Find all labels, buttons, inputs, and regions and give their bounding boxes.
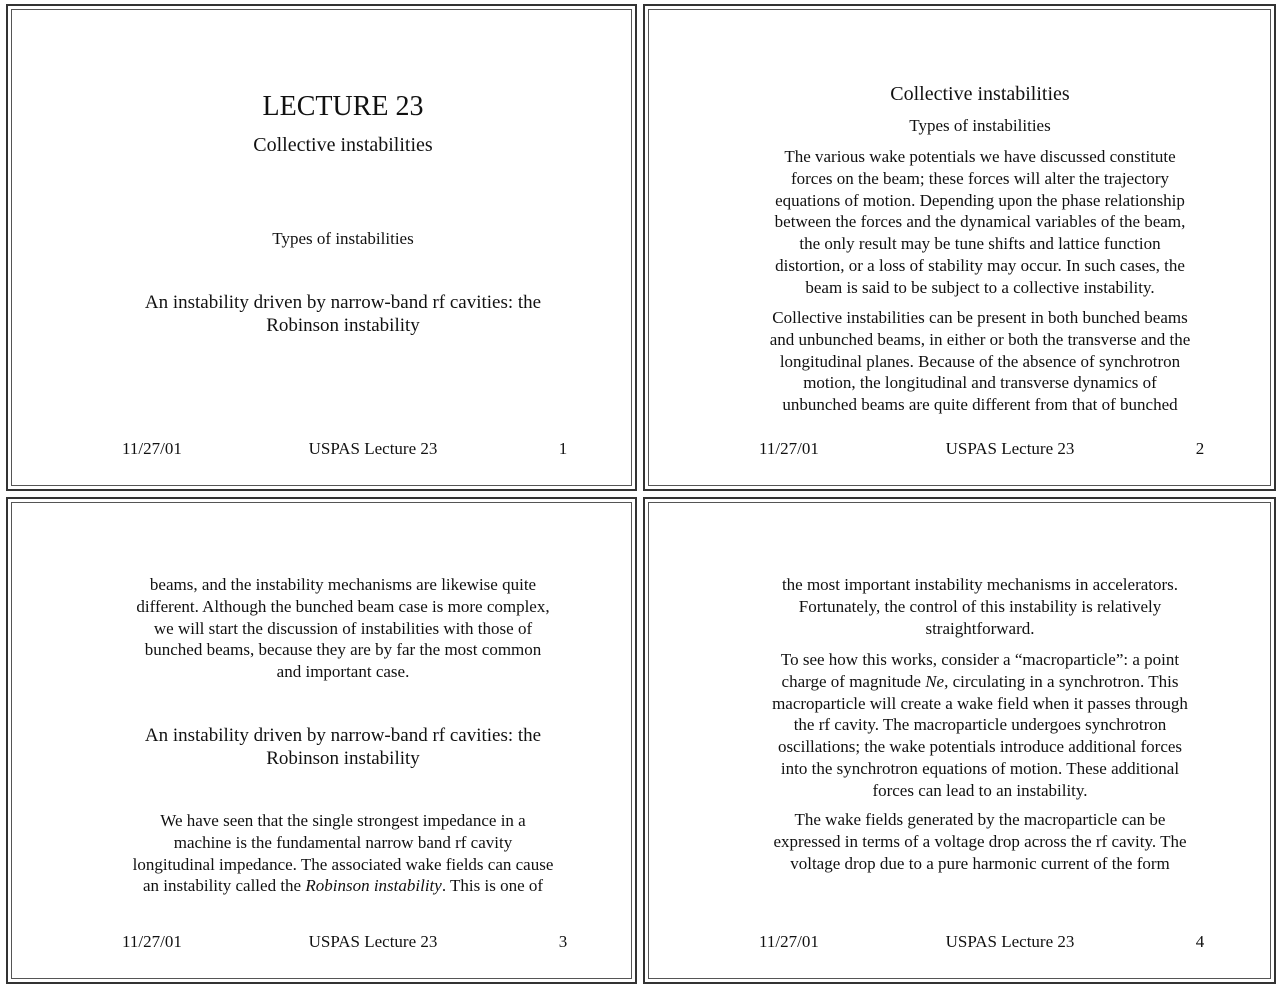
text-line: into the synchrotron equations of motion. These additional xyxy=(780,758,1180,778)
text-line: the rf cavity. The macroparticle undergoes synchrotron xyxy=(793,715,1167,735)
footer-date: 11/27/01 xyxy=(759,439,819,458)
text-line: We have seen that the single strongest impedance in a xyxy=(160,811,526,830)
section-heading xyxy=(48,724,638,770)
topic-item: Types of instabilities xyxy=(272,229,414,248)
text-line: beam is said to be subject to a collective instability. xyxy=(805,277,1155,297)
page-number: 4 xyxy=(1195,932,1205,951)
slide-4 xyxy=(643,497,1276,984)
text-line: machine is the fundamental narrow band rf cavity xyxy=(173,832,513,852)
text-line: forces on the beam; these forces will alter the trajectory xyxy=(790,168,1170,188)
text-line: beams, and the instability mechanisms are likewise quite xyxy=(149,575,537,594)
text-segment: . This is one of xyxy=(441,876,544,896)
text-line: oscillations; the wake potentials introduce additional forces xyxy=(777,737,1183,757)
text-line: and unbunched beams, in either or both the transverse and the xyxy=(769,329,1191,349)
paragraph xyxy=(685,649,1275,802)
text-line: The wake fields generated by the macroparticle can be xyxy=(794,810,1166,829)
text-line: An instability driven by narrow-band rf cavities: the xyxy=(144,725,542,746)
text-line: straightforward. xyxy=(925,618,1035,638)
slide-3 xyxy=(6,497,637,984)
paragraph xyxy=(685,809,1275,874)
text-line: distortion, or a loss of stability may occur. In such cases, the xyxy=(775,255,1185,275)
text-line: the most important instability mechanisms in accelerators. xyxy=(781,575,1179,594)
text-line: unbunched beams are quite different from that of bunched xyxy=(782,395,1178,415)
topic-heading xyxy=(48,291,638,337)
italic-term: Ne xyxy=(925,671,945,691)
text-line: and important case. xyxy=(276,662,410,682)
slide-title: Collective instabilities xyxy=(890,83,1070,105)
footer-date: 11/27/01 xyxy=(759,932,819,951)
slide-subtitle: Types of instabilities xyxy=(909,116,1051,135)
footer-date: 11/27/01 xyxy=(122,932,182,951)
text-line: different. Although the bunched beam case is more complex, xyxy=(136,596,550,616)
text-line: An instability driven by narrow-band rf cavities: the xyxy=(144,292,542,313)
text-line: between the forces and the dynamical variables of the beam, xyxy=(774,212,1186,232)
footer-title: USPAS Lecture 23 xyxy=(945,439,1075,458)
text-segment: an instability called the xyxy=(142,876,306,896)
text-segment: charge of magnitude xyxy=(781,671,926,691)
footer-title: USPAS Lecture 23 xyxy=(945,932,1075,951)
text-line: equations of motion. Depending upon the phase relationship xyxy=(775,190,1185,210)
lecture-title: LECTURE 23 xyxy=(262,91,424,122)
page-number: 3 xyxy=(558,932,568,951)
paragraph xyxy=(48,810,638,897)
paragraph xyxy=(685,146,1275,299)
slide-1 xyxy=(6,4,637,491)
italic-term: Robinson instability xyxy=(305,876,442,896)
paragraph xyxy=(685,574,1275,639)
lecture-subtitle: Collective instabilities xyxy=(253,134,433,156)
text-line: To see how this works, consider a “macroparticle”: a point xyxy=(780,650,1180,669)
footer-date: 11/27/01 xyxy=(122,439,182,458)
text-line: longitudinal impedance. The associated wake fields can cause xyxy=(132,854,554,874)
text-line: expressed in terms of a voltage drop across the rf cavity. The xyxy=(773,831,1187,851)
text-line: the only result may be tune shifts and lattice function xyxy=(799,234,1161,254)
text-line: Collective instabilities can be present in both bunched beams xyxy=(772,308,1188,327)
text-line: bunched beams, because they are by far the most common xyxy=(144,640,542,660)
text-line: longitudinal planes. Because of the absence of synchrotron xyxy=(779,351,1181,371)
text-line: The various wake potentials we have discussed constitute xyxy=(784,147,1176,166)
text-line xyxy=(48,875,638,897)
page-number: 2 xyxy=(1195,439,1205,458)
paragraph xyxy=(685,307,1275,416)
text-line: motion, the longitudinal and transverse dynamics of xyxy=(803,373,1157,393)
slide-2 xyxy=(643,4,1276,491)
text-line: Fortunately, the control of this instability is relatively xyxy=(798,596,1162,616)
text-line: we will start the discussion of instabilities with those of xyxy=(153,618,533,638)
text-line: Robinson instability xyxy=(266,748,420,769)
paragraph xyxy=(48,574,638,683)
text-line: macroparticle will create a wake field when it passes through xyxy=(772,693,1188,713)
text-line: Robinson instability xyxy=(266,315,420,336)
text-line xyxy=(685,671,1275,693)
text-line: forces can lead to an instability. xyxy=(872,780,1088,800)
footer-title: USPAS Lecture 23 xyxy=(308,932,438,951)
footer-title: USPAS Lecture 23 xyxy=(308,439,438,458)
page-number: 1 xyxy=(558,439,568,458)
text-line: voltage drop due to a pure harmonic current of the form xyxy=(790,853,1170,873)
text-segment: , circulating in a synchrotron. This xyxy=(944,671,1179,691)
